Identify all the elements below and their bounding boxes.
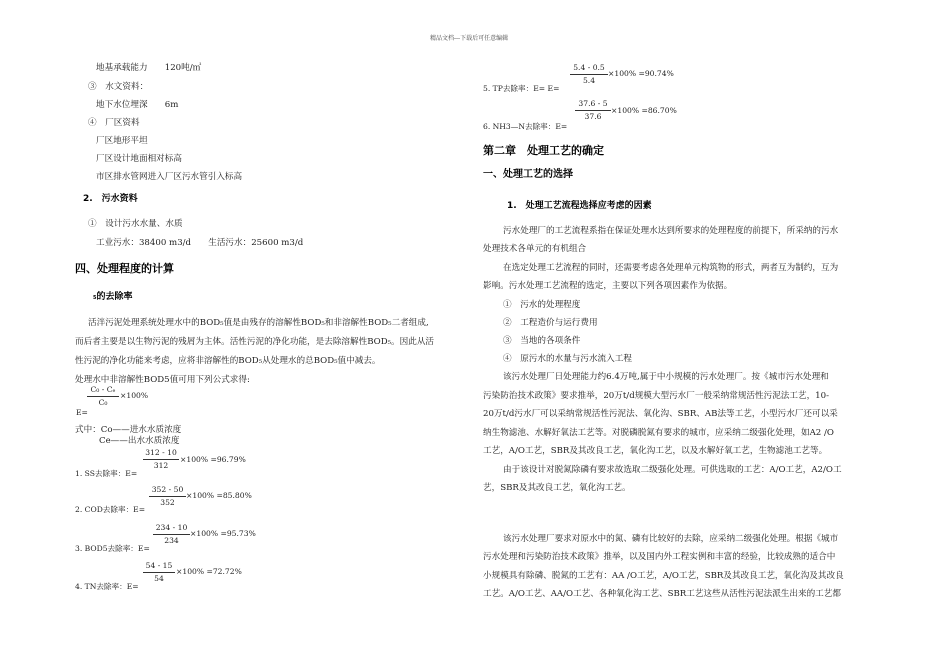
tn-fraction: 54 - 15 54 — [143, 562, 175, 582]
paragraph-line: 该污水处理厂要求对原水中的氮、磷有比较好的去除，应采纳二级强化处理。根据《城市 — [503, 534, 839, 544]
paragraph-line: 污水处理厂的工艺流程系指在保证处理水达到所要求的处理程度的前提下，所采纳的污水 — [503, 226, 839, 236]
site-line-2: 厂区设计地面相对标高 — [96, 154, 182, 164]
paragraph-line: 而后者主要是以生物污泥的残屑为主体。活性污泥的净化功能，是去除溶解性BOD₅。因此从活 — [75, 337, 435, 347]
definition-co: 式中：Co——进水水质浓度 — [75, 425, 182, 435]
cod-result: ×100% =85.80% — [186, 491, 252, 500]
paragraph-line: 污水处理和污染防治技术政策》推举，以及国内外工程实例和丰富的经验，比较成熟的适合中 — [483, 552, 836, 562]
paragraph-line: 处理技术各单元的有机组合 — [483, 244, 587, 254]
paragraph-line: 在选定处理工艺流程的同时，还需要考虑各处理单元构筑物的形式，两者互为制约，互为 — [503, 263, 839, 273]
paragraph-line: 工艺。A/O工艺、AA/O工艺、各种氧化沟工艺、SBR工艺这些从活性污泥法派生出来的工艺都 — [483, 589, 841, 599]
design-quantity-line: ① 设计污水水量、水质 — [88, 219, 183, 229]
nh3-result: ×100% =86.70% — [611, 106, 677, 115]
factor-item: ③ 当地的各项条件 — [503, 336, 581, 346]
hydrology-heading: ③ 水文资料： — [88, 82, 149, 92]
cod-label: 2. COD去除率：E= — [75, 505, 146, 514]
general-factor: ×100% — [120, 391, 149, 400]
section-four-heading: 四、处理程度的计算 — [75, 262, 174, 275]
site-line-3: 市区排水管网进入厂区污水管引入标高 — [96, 172, 243, 182]
chapter-two-heading: 第二章 处理工艺的确定 — [483, 144, 604, 157]
bod-removal-heading: 5的去除率 — [93, 292, 133, 302]
tp-result: ×100% =90.74% — [608, 69, 674, 78]
nh3-fraction: 37.6 - 5 37.6 — [575, 100, 611, 120]
ss-fraction: 312 - 10 312 — [143, 449, 179, 469]
bod-fraction: 234 - 10 234 — [153, 524, 190, 544]
definition-ce: Ce——出水水质浓度 — [99, 436, 180, 446]
bod-result: ×100% =95.73% — [190, 529, 256, 538]
tp-fraction: 5.4 - 0.5 5.4 — [570, 64, 608, 84]
tp-label: 5. TP去除率：E= E= — [483, 84, 560, 93]
page-header: 精品文档---下载后可任意编辑 — [430, 35, 509, 42]
factor-item: ② 工程造价与运行费用 — [503, 318, 598, 328]
paragraph-line: 影响。污水处理工艺流程的选定，主要以下列各项因素作为依据。 — [483, 281, 733, 291]
factors-heading: 1. 处理工艺流程选择应考虑的因素 — [507, 201, 652, 211]
ss-result: ×100% =96.79% — [180, 455, 246, 464]
nh3-label: 6. NH3—N去除率：E= — [483, 122, 568, 131]
paragraph-line: 20万t/d污水厂可以采纳常规活性污泥法、氧化沟、SBR、AB法等工艺，小型污水厂还可以采 — [483, 409, 838, 419]
tn-label: 4. TN去除率：E= — [75, 582, 139, 591]
groundwater-line: 地下水位埋深 6m — [96, 100, 179, 110]
paragraph-line: 该污水处理厂日处理能力约6.4万吨,属于中小规模的污水处理厂。按《城市污水处理和 — [503, 372, 829, 382]
process-selection-heading: 一、处理工艺的选择 — [483, 169, 573, 180]
formula-intro: 处理水中非溶解性BOD5值可用下列公式求得: — [75, 375, 250, 385]
tn-result: ×100% =72.72% — [176, 567, 242, 576]
general-e-label: E= — [76, 408, 88, 417]
bearing-capacity-line: 地基承载能力 120吨/㎡ — [96, 63, 202, 73]
factor-item: ④ 原污水的水量与污水流入工程 — [503, 354, 632, 364]
bod-label: 3. BOD5去除率：E= — [75, 544, 150, 553]
site-heading: ④ 厂区资料 — [88, 118, 140, 128]
paragraph-line: 活泮污泥处理系统处理水中的BOD₅值是由残存的溶解性BOD₅和非溶解性BOD₅二者组成, — [88, 318, 429, 328]
paragraph-line: 艺，SBR及其改良工艺，氧化沟工艺。 — [483, 483, 631, 493]
paragraph-line: 由于该设计对脱氮除磷有要求故选取二级强化处理。可供选取的工艺：A/O工艺，A2/O工 — [503, 465, 842, 475]
paragraph-line: 工艺，A/O工艺，SBR及其改良工艺，氧化沟工艺，以及水解好氧工艺，生物滤池工艺等。 — [483, 446, 828, 456]
factor-item: ① 污水的处理程度 — [503, 300, 581, 310]
general-fraction: C₀ - Cₑ C₀ — [87, 386, 119, 406]
flow-rates-line: 工业污水：38400 m3/d 生活污水：25600 m3/d — [96, 238, 304, 248]
sewage-data-heading: 2. 污水资料 — [83, 194, 138, 204]
ss-label: 1. SS去除率：E= — [75, 469, 138, 478]
paragraph-line: 污染防治技术政策》要求推举，20万t/d规模大型污水厂一般采纳常规活性污泥法工艺，10- — [483, 391, 830, 401]
site-line-1: 厂区地形平坦 — [96, 136, 148, 146]
paragraph-line: 性污泥的净化功能来考虑，应将非溶解性的BOD₅从处理水的总BOD₅值中减去。 — [75, 356, 381, 366]
paragraph-line: 纳生物滤池、水解好氧法工艺等。对脱磷脱氮有要求的城市，应采纳二级强化处理，如A2 /O — [483, 428, 834, 438]
paragraph-line: 小规模具有除磷、脱氮的工艺有：AA /O工艺，A/O工艺，SBR及其改良工艺，氧化沟及其改良 — [483, 571, 844, 581]
cod-fraction: 352 - 50 352 — [149, 486, 186, 506]
